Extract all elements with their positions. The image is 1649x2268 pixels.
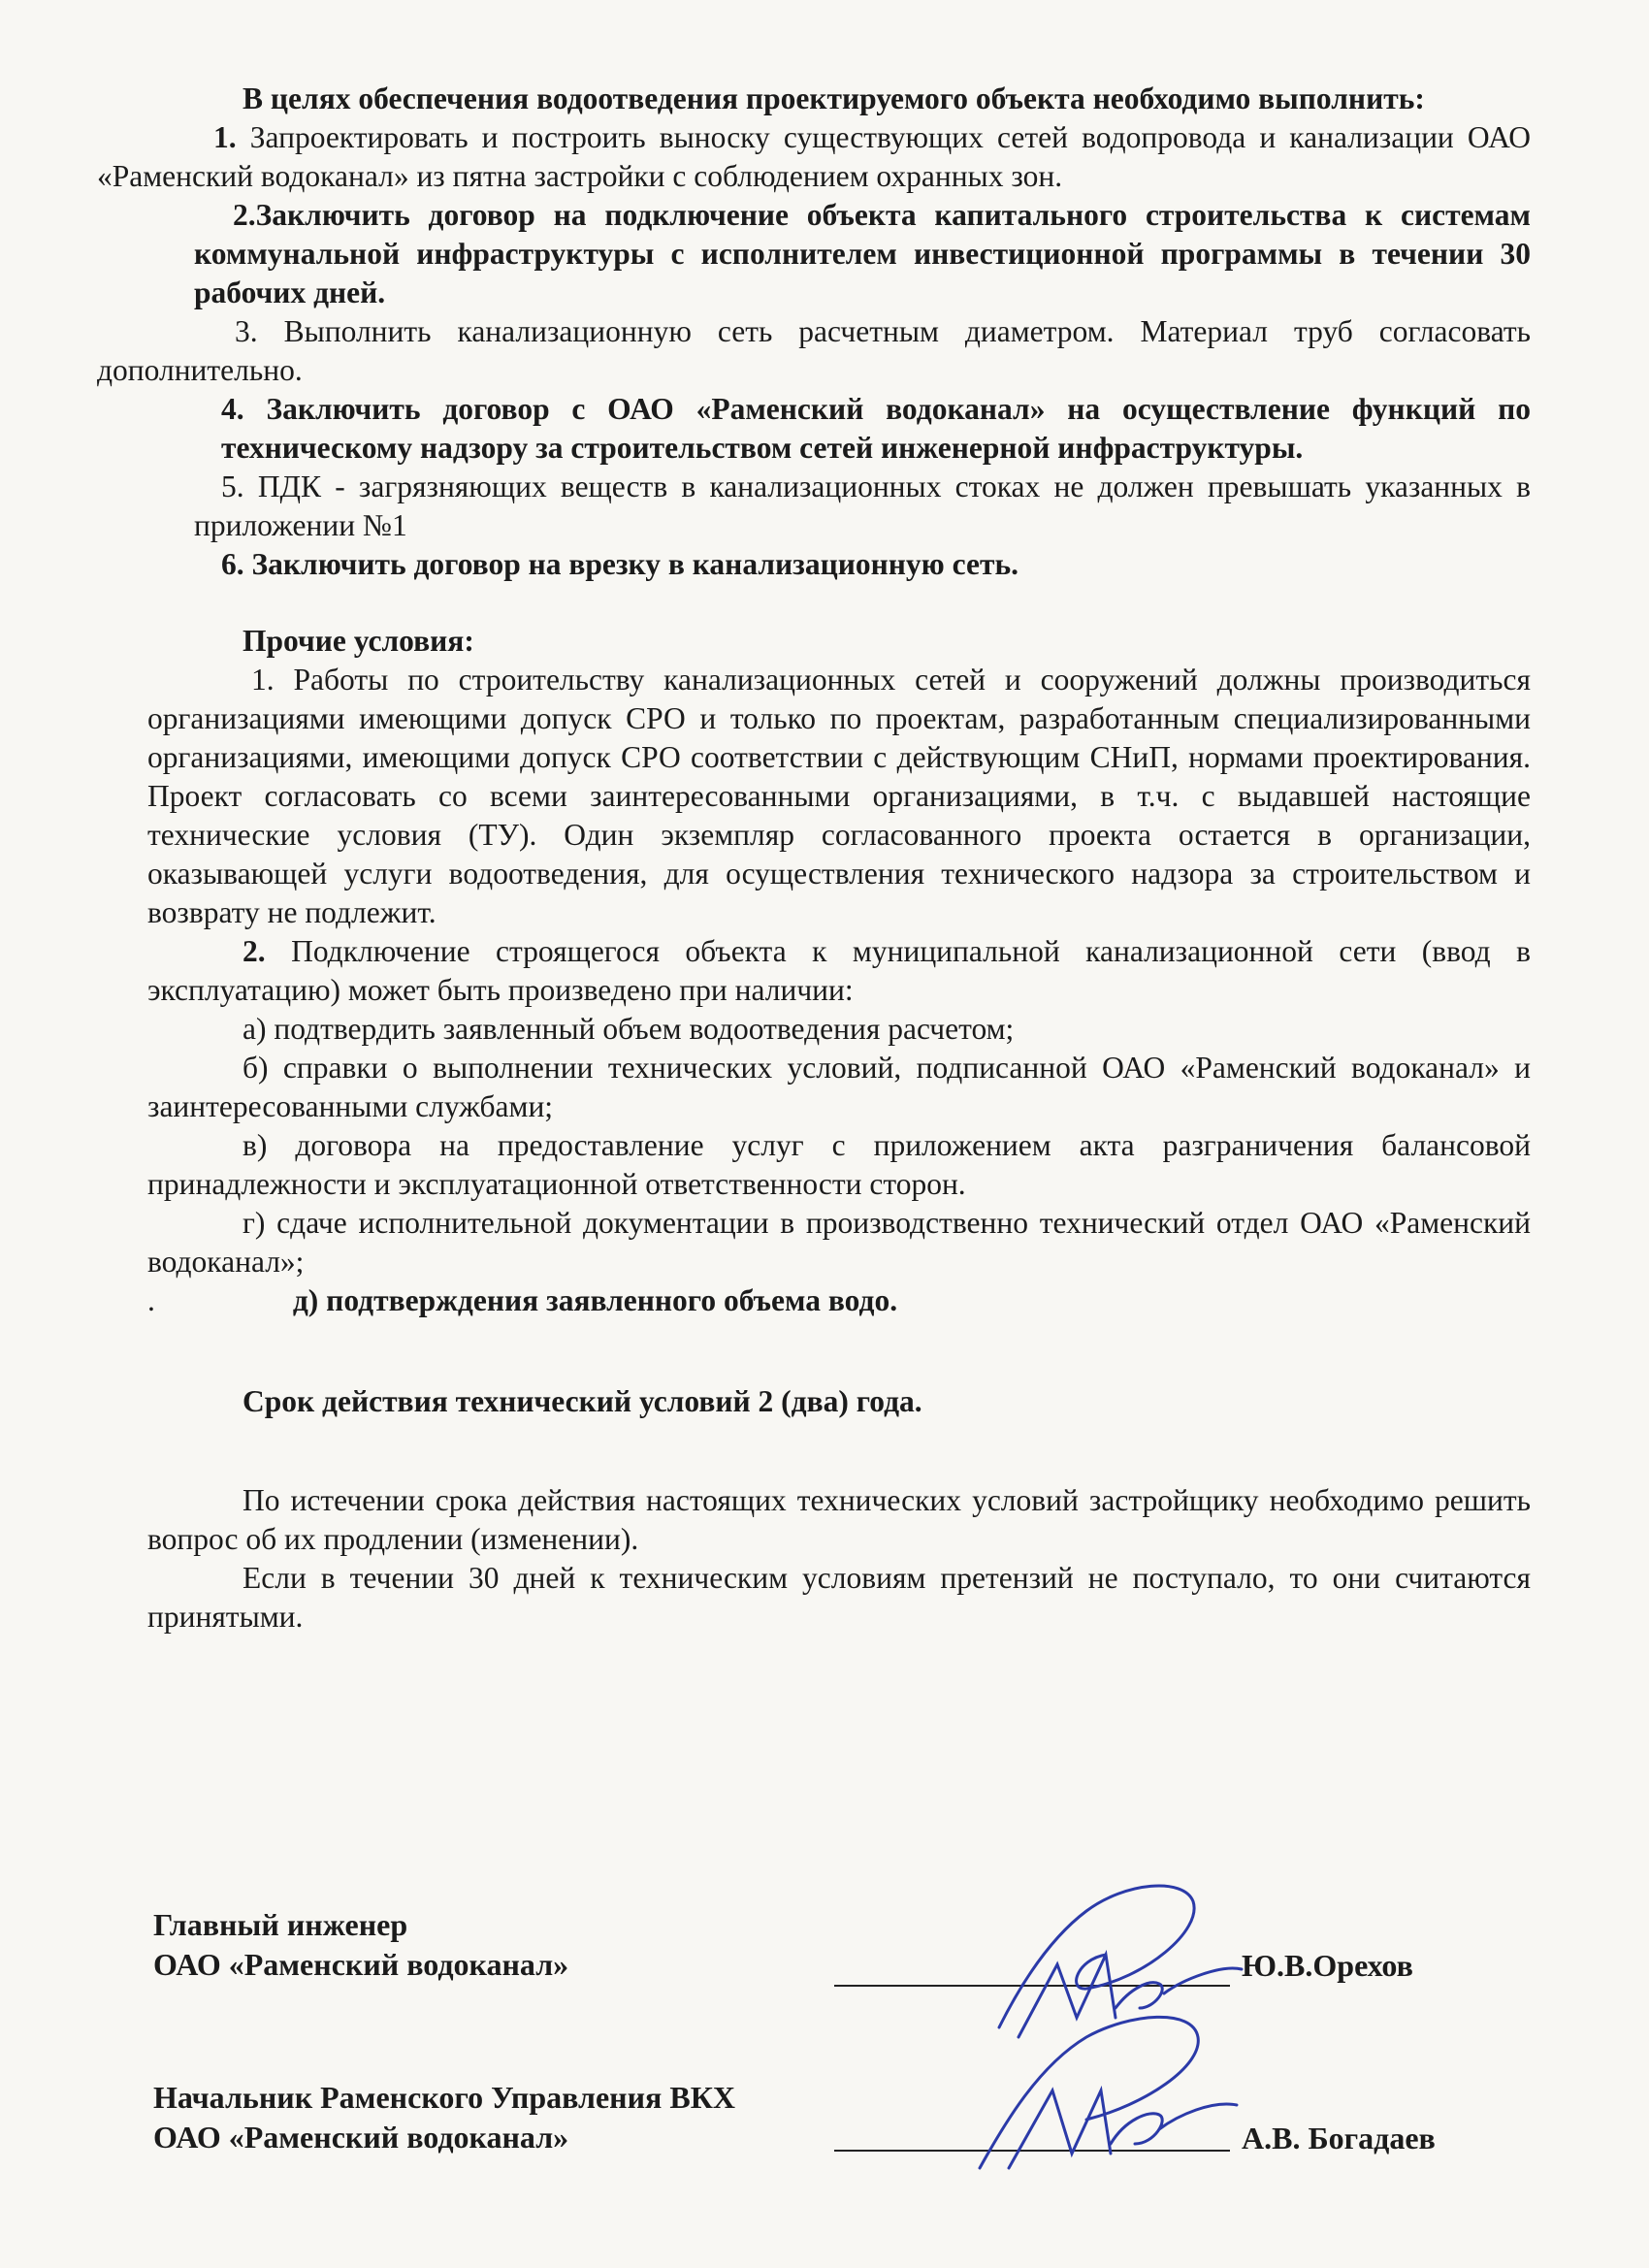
item-6-number: 6. bbox=[221, 547, 244, 581]
other-condition-2-text: Подключение строящегося объекта к муниципальной канализационной сети (ввод в эксплуатацию) может быть произведено при наличии: bbox=[147, 934, 1532, 1007]
other-condition-1 bbox=[147, 661, 1531, 932]
other-condition-1-number: 1. bbox=[251, 663, 275, 697]
item-3-text: Выполнить канализационную сеть расчетным диаметром. Материал труб согласовать дополнительно. bbox=[97, 314, 1532, 387]
item-6 bbox=[221, 545, 1531, 584]
other-condition-1-text: Работы по строительству канализационных сетей и сооружений должны производиться организациями имеющими допуск СРО и только по проектам, разработанным специализированными организациями, имеющими допуск СРО соответствии с действующим СНиП, нормами проектирования. Проект согласовать со всеми заинтересованными организациями, в т.ч. с выдавшей настоящие технические условия (ТУ). Один экземпляр согласованного проекта остается в организации, оказывающей услуги водоотведения, для осуществления технического надзора за строительством и возврату не подлежит. bbox=[147, 663, 1532, 929]
body-text bbox=[97, 80, 1532, 1636]
item-6-text: Заключить договор на врезку в канализационную сеть. bbox=[251, 547, 1018, 581]
item-3 bbox=[97, 312, 1531, 390]
condition-e-dot: . bbox=[147, 1283, 155, 1317]
signatory-organization: ОАО «Раменский водоканал» bbox=[153, 2120, 569, 2155]
item-5-text: ПДК - загрязняющих веществ в канализационных стоках не должен превышать указанных в приложении №1 bbox=[194, 470, 1531, 542]
other-condition-2-number: 2. bbox=[242, 934, 266, 968]
condition-e bbox=[147, 1281, 1531, 1320]
item-2 bbox=[194, 196, 1531, 312]
signatory-title: Начальник Раменского Управления ВКХ bbox=[153, 2080, 736, 2115]
item-4 bbox=[221, 390, 1531, 468]
validity-statement: Срок действия технический условий 2 (два) года. bbox=[242, 1384, 922, 1418]
item-5-number: 5. bbox=[221, 470, 244, 503]
condition-c: в) договора на предоставление услуг с приложением акта разграничения балансовой принадлежности и эксплуатационной ответственности сторон. bbox=[147, 1128, 1531, 1201]
handwritten-signature-2 bbox=[951, 1998, 1242, 2183]
condition-e-text: д) подтверждения заявленного объема водо. bbox=[292, 1283, 898, 1317]
signature-block-chief-engineer bbox=[153, 1905, 568, 1985]
signature-block-head bbox=[153, 2078, 735, 2157]
condition-a: а) подтвердить заявленный объем водоотведения расчетом; bbox=[242, 1012, 1015, 1046]
item-1-text: Запроектировать и построить выноску существующих сетей водопровода и канализации ОАО «Раменский водоканал» из пятна застройки с соблюдением охранных зон. bbox=[97, 120, 1531, 193]
item-5 bbox=[194, 468, 1531, 545]
acceptance-paragraph: Если в течении 30 дней к техническим условиям претензий не поступало, то они считаются принятыми. bbox=[147, 1561, 1531, 1634]
item-2-text: Заключить договор на подключение объекта капитального строительства к системам коммунальной инфраструктуры с исполнителем инвестиционной программы в течении 30 рабочих дней. bbox=[194, 198, 1531, 309]
item-1 bbox=[97, 118, 1531, 196]
item-3-number: 3. bbox=[235, 314, 258, 348]
item-4-text: Заключить договор с ОАО «Раменский водоканал» на осуществление функций по техническому надзору за строительством сетей инженерной инфраструктуры. bbox=[221, 392, 1531, 465]
item-2-number: 2. bbox=[233, 198, 256, 232]
other-conditions-heading: Прочие условия: bbox=[242, 624, 474, 658]
item-4-number: 4. bbox=[221, 392, 244, 426]
signatory-name: Ю.В.Орехов bbox=[1242, 1948, 1413, 1983]
other-condition-2 bbox=[147, 932, 1531, 1010]
signatory-title: Главный инженер bbox=[153, 1907, 408, 1942]
expiry-paragraph: По истечении срока действия настоящих технических условий застройщику необходимо решить вопрос об их продлении (изменении). bbox=[147, 1483, 1531, 1556]
condition-d: г) сдаче исполнительной документации в производственно технический отдел ОАО «Раменский водоканал»; bbox=[147, 1206, 1531, 1279]
signatory-name: А.В. Богадаев bbox=[1242, 2121, 1436, 2155]
signatory-organization: ОАО «Раменский водоканал» bbox=[153, 1947, 569, 1982]
intro-paragraph: В целях обеспечения водоотведения проектируемого объекта необходимо выполнить: bbox=[242, 81, 1425, 115]
item-1-number: 1. bbox=[213, 120, 237, 154]
condition-b: б) справки о выполнении технических условий, подписанной ОАО «Раменский водоканал» и заинтересованными службами; bbox=[147, 1051, 1531, 1123]
